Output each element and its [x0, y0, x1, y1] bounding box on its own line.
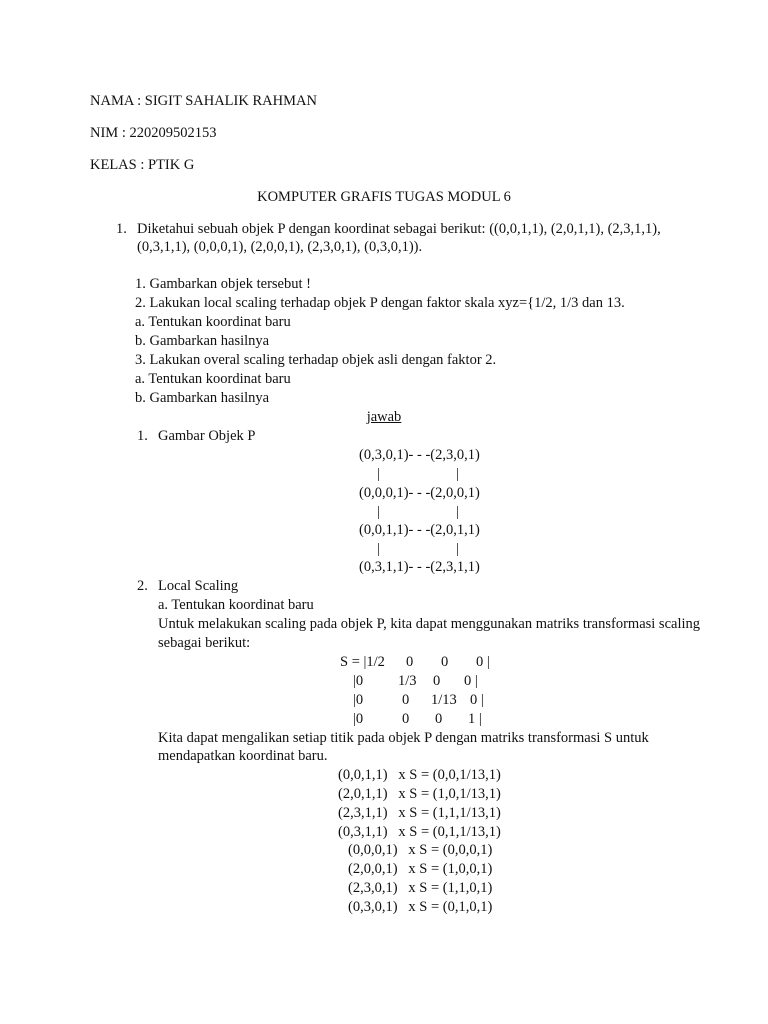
result-line: (0,0,0,1) x S = (0,0,0,1) [348, 842, 493, 858]
matrix-cell: 0 | [476, 654, 490, 670]
result-line: (2,3,0,1) x S = (1,1,0,1) [348, 880, 493, 896]
diagram-connector: | [377, 466, 380, 482]
matrix-cell: 1 | [468, 711, 482, 727]
paragraph-line: sebagai berikut: [158, 635, 251, 651]
task-item: b. Gambarkan hasilnya [135, 333, 270, 349]
diagram-line: (0,3,1,1)- - -(2,3,1,1) [359, 559, 480, 575]
diagram-line: (0,0,1,1)- - -(2,0,1,1) [359, 522, 480, 538]
matrix-cell: S = |1/2 [340, 654, 385, 670]
student-name: NAMA : SIGIT SAHALIK RAHMAN [90, 93, 317, 109]
document-title: KOMPUTER GRAFIS TUGAS MODUL 6 [257, 189, 511, 205]
diagram-connector: | [456, 466, 459, 482]
result-line: (0,3,0,1) x S = (0,1,0,1) [348, 899, 493, 915]
paragraph-line: Untuk melakukan scaling pada objek P, kita dapat menggunakan matriks transformasi scaling [158, 616, 701, 632]
diagram-connector: | [456, 504, 459, 520]
task-item: 2. Lakukan local scaling terhadap objek P dengan faktor skala xyz={1/2, 1/3 dan 13. [135, 295, 625, 311]
matrix-cell: 0 [402, 711, 410, 727]
matrix-cell: 1/13 [431, 692, 457, 708]
matrix-cell: |0 [353, 692, 364, 708]
matrix-cell: |0 [353, 711, 364, 727]
student-class: KELAS : PTIK G [90, 157, 195, 173]
matrix-cell: 1/3 [398, 673, 417, 689]
matrix-cell: 0 [441, 654, 449, 670]
section-2-number: 2. [137, 578, 148, 594]
section-2-title: Local Scaling [158, 578, 239, 594]
diagram-connector: | [456, 541, 459, 557]
result-line: (2,0,1,1) x S = (1,0,1/13,1) [338, 786, 501, 802]
task-item: 1. Gambarkan objek tersebut ! [135, 276, 311, 292]
section-2a-heading: a. Tentukan koordinat baru [158, 597, 314, 613]
matrix-cell: 0 [402, 692, 410, 708]
diagram-line: (0,0,0,1)- - -(2,0,0,1) [359, 485, 480, 501]
question-number: 1. [116, 221, 127, 237]
answer-heading: jawab [366, 409, 402, 425]
matrix-cell: |0 [353, 673, 364, 689]
matrix-cell: 0 [406, 654, 414, 670]
question-text-line-1: Diketahui sebuah objek P dengan koordinat sebagai berikut: ((0,0,1,1), (2,0,1,1), (2,3,1,1), [137, 221, 661, 237]
section-1-number: 1. [137, 428, 148, 444]
matrix-cell: 0 [435, 711, 443, 727]
matrix-cell: 0 [433, 673, 441, 689]
result-line: (2,3,1,1) x S = (1,1,1/13,1) [338, 805, 501, 821]
result-line: (2,0,0,1) x S = (1,0,0,1) [348, 861, 493, 877]
task-item: b. Gambarkan hasilnya [135, 390, 270, 406]
matrix-cell: 0 | [464, 673, 478, 689]
paragraph-line: mendapatkan koordinat baru. [158, 748, 328, 764]
result-line: (0,0,1,1) x S = (0,0,1/13,1) [338, 767, 501, 783]
result-line: (0,3,1,1) x S = (0,1,1/13,1) [338, 824, 501, 840]
matrix-cell: 0 | [470, 692, 484, 708]
section-1-title: Gambar Objek P [158, 428, 256, 444]
diagram-connector: | [377, 541, 380, 557]
task-item: 3. Lakukan overal scaling terhadap objek asli dengan faktor 2. [135, 352, 497, 368]
task-item: a. Tentukan koordinat baru [135, 314, 291, 330]
diagram-connector: | [377, 504, 380, 520]
question-text-line-2: (0,3,1,1), (0,0,0,1), (2,0,0,1), (2,3,0,1), (0,3,0,1)). [137, 239, 423, 255]
paragraph-line: Kita dapat mengalikan setiap titik pada objek P dengan matriks transformasi S untuk [158, 730, 649, 746]
student-nim: NIM : 220209502153 [90, 125, 217, 141]
task-item: a. Tentukan koordinat baru [135, 371, 291, 387]
diagram-line: (0,3,0,1)- - -(2,3,0,1) [359, 447, 480, 463]
